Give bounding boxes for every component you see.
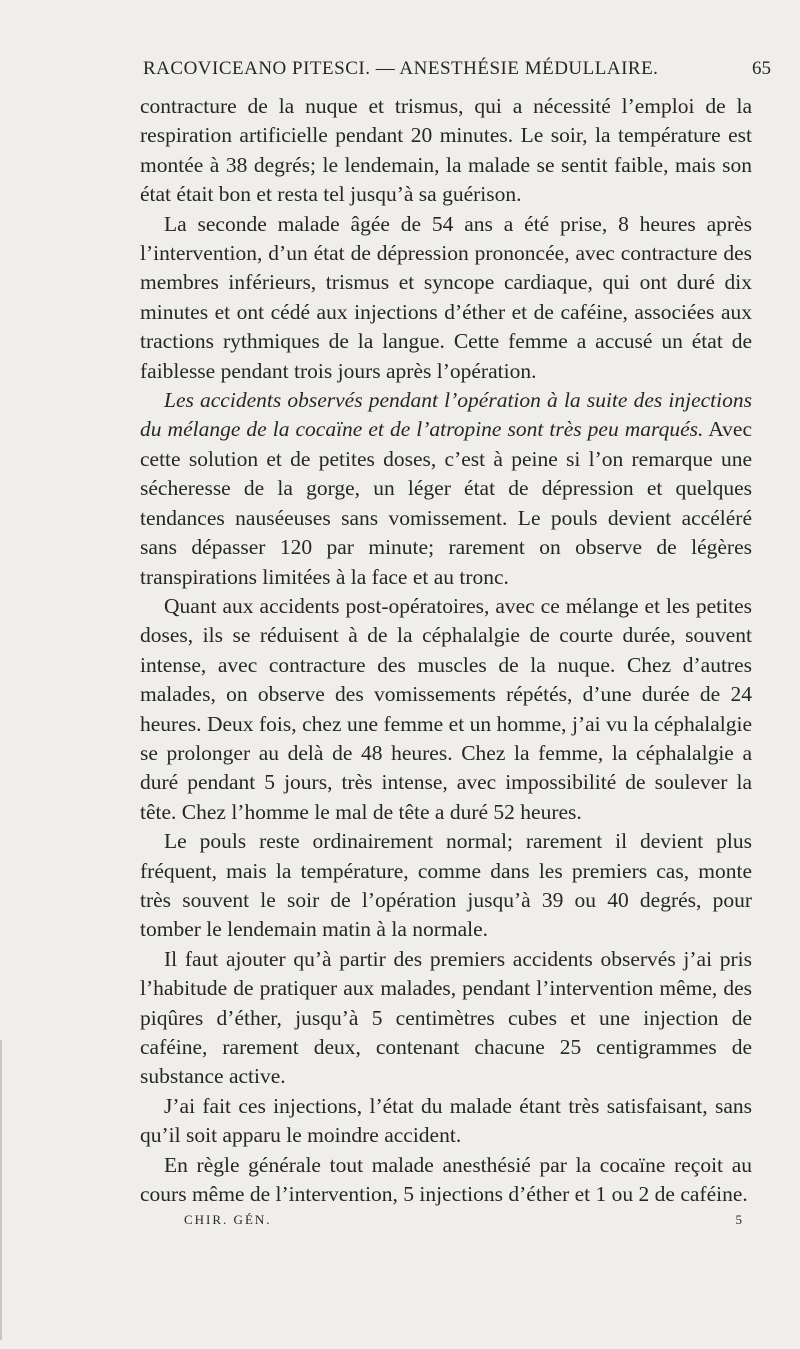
signature-mark: CHIR. GÉN. [184,1212,272,1227]
page-footer [184,1212,744,1228]
italic-text: Les accidents observés pendant l’opération à la suite des injections du mélange de la cocaïne et de l’atropine sont très peu marqués. [140,388,752,442]
paragraph [140,1092,752,1151]
sheet-number: 5 [735,1212,744,1227]
page-edge-shadow [0,1040,2,1340]
paragraph-text: contracture de la nuque et trismus, qui a nécessité l’emploi de la respiration artificielle pendant 20 minutes. Le soir, la température est montée à 38 degrés; le lendemain, la malade se sentit faible, mais son état était bon et resta tel jusqu’à sa guérison. [140,94,752,207]
running-header [143,58,663,80]
paragraph [140,945,752,1092]
paragraph-text: J’ai fait ces injections, l’état du malade étant très satisfaisant, sans qu’il soit apparu le moindre accident. [140,1093,752,1148]
paragraph [140,1151,752,1210]
paragraph-text: Avec cette solution et de petites doses, c’est à peine si l’on remarque une sécheresse de la gorge, un léger état de dépression et quelques tendances nauséeuses sans vomissement. Le pouls devient accéléré sans dépasser 120 par minute; rarement on observe de légères transpirations limitées à la face et au tronc. [140,417,752,589]
paragraph [140,210,752,386]
paragraph [140,827,752,945]
paragraph-text: En règle générale tout malade anesthésié par la cocaïne reçoit au cours même de l’intervention, 5 injections d’éther et 1 ou 2 de caféine. [140,1152,752,1207]
paragraph [140,386,752,592]
body-text [140,92,752,1209]
paragraph-text: La seconde malade âgée de 54 ans a été prise, 8 heures après l’intervention, d’un état de dépression prononcée, avec contracture des membres inférieurs, trismus et syncope cardiaque, qui ont duré dix minutes et ont cédé aux injections d’éther et de caféine, associées aux tractions rythmiques de la langue. Cette femme a accusé un état de faiblesse pendant trois jours après l’opération. [140,211,752,383]
running-title: RACOVICEANO PITESCI. — ANESTHÉSIE MÉDULLAIRE. [143,58,659,79]
paragraph-text: Quant aux accidents post-opératoires, avec ce mélange et les petites doses, ils se réduisent à de la céphalalgie de courte durée, souvent intense, avec contracture des muscles de la nuque. Chez d’autres malades, on observe des vomissements répétés, d’une durée de 24 heures. Deux fois, chez une femme et un homme, j’ai vu la céphalalgie se prolonger au delà de 48 heures. Chez la femme, la céphalalgie a duré pendant 5 jours, très intense, avec impossibilité de soulever la tête. Chez l’homme le mal de tête a duré 52 heures. [140,593,752,824]
paragraph [140,92,752,210]
paragraph-text: Le pouls reste ordinairement normal; rarement il devient plus fréquent, mais la température, comme dans les premiers cas, monte très souvent le soir de l’opération jusqu’à 39 ou 40 degrés, pour tomber le lendemain matin à la normale. [140,829,752,942]
paragraph-text: Il faut ajouter qu’à partir des premiers accidents observés j’ai pris l’habitude de pratiquer aux malades, pendant l’intervention même, des piqûres d’éther, jusqu’à 5 centimètres cubes et une injection de caféine, rarement deux, contenant chacune 25 centigrammes de substance active. [140,946,752,1089]
page-number: 65 [752,58,771,79]
paragraph [140,592,752,827]
